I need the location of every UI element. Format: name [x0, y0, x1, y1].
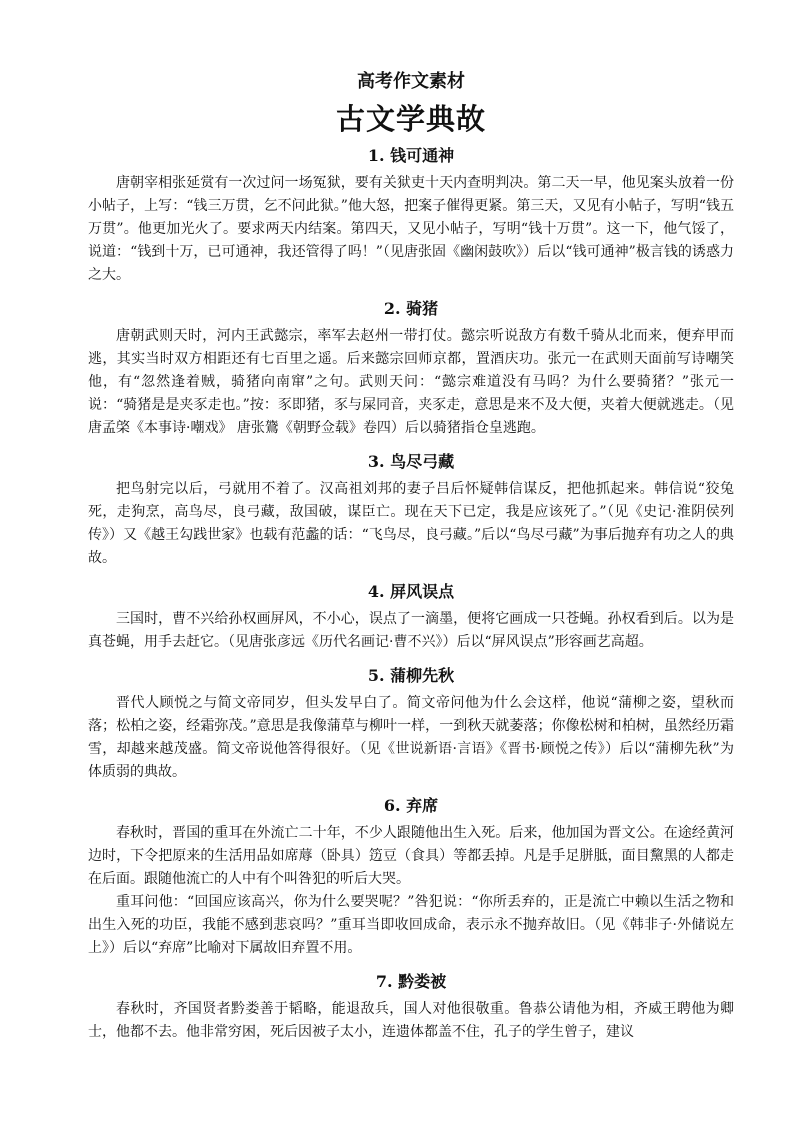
story-paragraph: 春秋时，齐国贤者黔娄善于韬略，能退敌兵，国人对他很敬重。鲁恭公请他为相，齐威王聘他为卿士，他都不去。他非常穷困，死后因被子太小，连遗体都盖不住，孔子的学生曾子，建议: [88, 1001, 734, 1040]
story-section: [88, 966, 734, 1044]
document-page: [88, 68, 734, 1044]
story-heading: 5. 蒲柳先秋: [367, 666, 455, 685]
story-heading: 3. 鸟尽弓藏: [367, 452, 455, 471]
story-section: [88, 446, 734, 570]
story-paragraph: 春秋时，晋国的重耳在外流亡二十年，不少人跟随他出生入死。后来，他加国为晋文公。在途经黄河边时，下令把原来的生活用品如席蓐（卧具）笾豆（食具）等都丢掉。凡是手足胼胝，面目黧黑的人都走在后面。跟随他流亡的人中有个叫咎犯的听后大哭。: [88, 825, 734, 887]
document-supertitle: 高考作文素材: [357, 71, 465, 92]
story-section: [88, 790, 734, 960]
story-section: [88, 293, 734, 440]
story-paragraph: 重耳问他：“回国应该高兴，你为什么要哭呢？”咎犯说：“你所丢弃的，正是流亡中赖以生活之物和出生入死的功臣，我能不感到悲哀吗？”重耳当即收回成命，表示永不抛弃故旧。（见《韩非子·外储说左上》）后以“弃席”比喻对下属故旧弃置不用。: [88, 894, 734, 956]
story-paragraph: 把鸟射完以后，弓就用不着了。汉高祖刘邦的妻子吕后怀疑韩信谋反，把他抓起来。韩信说“狡兔死，走狗烹，高鸟尽，良弓藏，敌国破，谋臣亡。现在天下已定，我是应该死了。”（见《史记·淮阴侯列传》）又《越王勾践世家》也载有范蠡的话：“飞鸟尽，良弓藏。”后以“鸟尽弓藏”为事后抛弃有功之人的典故。: [88, 481, 734, 566]
story-heading: 1. 钱可通神: [367, 146, 455, 165]
story-paragraph: 唐朝宰相张延赏有一次过问一场冤狱，要有关狱吏十天内查明判决。第二天一早，他见案头放着一份小帖子，上写：“钱三万贯，乞不问此狱。”他大怒，把案子催得更紧。第三天，又见有小帖子，写明“钱五万贯”。他更加光火了。要求两天内结案。第四天，又见小帖子，写明“钱十万贯”。这一下，他气馁了，说道：“钱到十万，已可通神，我还管得了吗！”（见唐张固《幽闲鼓吹》）后以“钱可通神”极言钱的诱惑力之大。: [88, 175, 734, 283]
story-heading: 6. 弃席: [383, 796, 439, 815]
document-title: 古文学典故: [335, 102, 486, 136]
story-section: [88, 660, 734, 784]
story-heading: 7. 黔娄被: [375, 972, 447, 991]
story-paragraph: 唐朝武则天时，河内王武懿宗，率军去赵州一带打仗。懿宗听说敌方有数千骑从北而来，便弃甲而逃，其实当时双方相距还有七百里之遥。后来懿宗回师京都，置酒庆功。张元一在武则天面前写诗嘲笑他，有“忽然逢着贼，骑猪向南窜”之句。武则天问：“懿宗难道没有马吗？为什么要骑猪？”张元一说：“骑猪是是夹豕走也。”按：豕即猪，豕与屎同音，夹豕走，意思是来不及大便，夹着大便就逃走。（见唐孟棨《本事诗·嘲戏》 唐张鷟《朝野佥载》卷四）后以骑猪指仓皇逃跑。: [88, 328, 734, 436]
story-heading: 4. 屏风误点: [367, 582, 455, 601]
story-paragraph: 三国时，曹不兴给孙权画屏风，不小心，误点了一滴墨，便将它画成一只苍蝇。孙权看到后。以为是真苍蝇，用手去赶它。（见唐张彦远《历代名画记·曹不兴》）后以“屏风误点”形容画艺高超。: [88, 611, 734, 650]
story-section: [88, 140, 734, 287]
story-heading: 2. 骑猪: [383, 299, 439, 318]
story-paragraph: 晋代人顾悦之与简文帝同岁，但头发早白了。简文帝问他为什么会这样，他说“蒲柳之姿，望秋而落；松柏之姿，经霜弥茂。”意思是我像蒲草与柳叶一样，一到秋天就萎落；你像松树和柏树，虽然经历霜雪，却越来越茂盛。简文帝说他答得很好。（见《世说新语·言语》《晋书·顾悦之传》）后以“蒲柳先秋”为体质弱的典故。: [88, 695, 734, 780]
story-section: [88, 576, 734, 654]
